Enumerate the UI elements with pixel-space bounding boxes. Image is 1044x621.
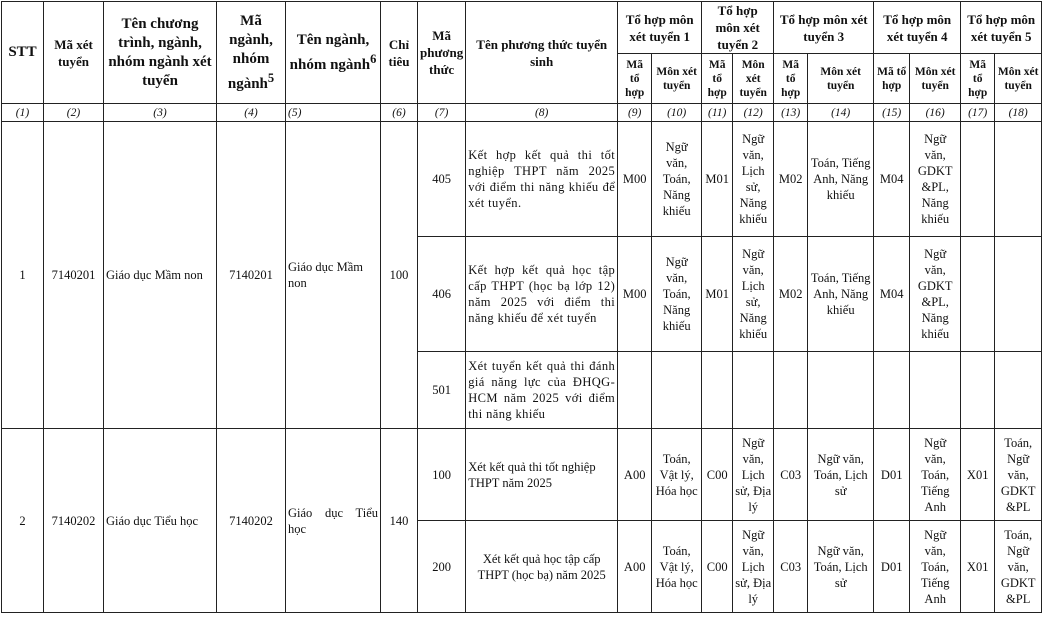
ma-to-hop-cell: M00 xyxy=(618,122,652,237)
column-index-row xyxy=(2,104,1042,122)
mon-xet-tuyen-cell xyxy=(910,352,961,429)
mon-xet-tuyen-cell: Ngữ văn, Lịch sử, Năng khiếu xyxy=(733,122,774,237)
header-chi-tieu: Chỉ tiêu xyxy=(381,2,418,104)
ma-phuong-thuc-cell: 100 xyxy=(418,429,466,521)
ma-to-hop-cell: M02 xyxy=(774,122,808,237)
ma-to-hop-cell: D01 xyxy=(874,429,910,521)
ma-to-hop-cell: C03 xyxy=(774,429,808,521)
ma-to-hop-cell: X01 xyxy=(961,429,995,521)
header-mon-xet-tuyen-1: Môn xét tuyển xyxy=(652,54,702,104)
mon-xet-tuyen-cell: Toán, Ngữ văn, GDKT &PL xyxy=(995,521,1042,613)
ma-phuong-thuc-cell: 406 xyxy=(418,237,466,352)
mon-xet-tuyen-cell: Ngữ văn, Toán, Lịch sử xyxy=(808,429,874,521)
header-ma-nganh-text: Mã ngành, nhóm ngành xyxy=(227,12,273,92)
ten-phuong-thuc-cell: Kết hợp kết quả thi tốt nghiệp THPT năm 2025 với điểm thi năng khiếu để xét tuyển. xyxy=(466,122,618,237)
ma-to-hop-cell: M01 xyxy=(702,122,733,237)
column-index: (14) xyxy=(808,104,874,122)
header-ten-nganh-text: Tên ngành, nhóm ngành xyxy=(289,31,371,73)
mon-xet-tuyen-cell xyxy=(733,352,774,429)
header-to-hop-3: Tổ hợp môn xét tuyển 3 xyxy=(774,2,874,54)
ma-to-hop-cell: C00 xyxy=(702,521,733,613)
column-index: (11) xyxy=(702,104,733,122)
header-ma-to-hop-5: Mã tổ hợp xyxy=(961,54,995,104)
table-body xyxy=(2,104,1042,613)
ma-to-hop-cell xyxy=(702,352,733,429)
mon-xet-tuyen-cell xyxy=(995,352,1042,429)
mon-xet-tuyen-cell xyxy=(808,352,874,429)
mon-xet-tuyen-cell: Toán, Ngữ văn, GDKT &PL xyxy=(995,429,1042,521)
column-index: (17) xyxy=(961,104,995,122)
column-index: (2) xyxy=(44,104,104,122)
header-ma-to-hop-4: Mã tổ hợp xyxy=(874,54,910,104)
ma-phuong-thuc-cell: 405 xyxy=(418,122,466,237)
header-ma-nganh xyxy=(217,2,286,104)
mon-xet-tuyen-cell: Ngữ văn, Toán, Năng khiếu xyxy=(652,237,702,352)
header-mon-xet-tuyen-5: Môn xét tuyển xyxy=(995,54,1042,104)
admissions-table xyxy=(1,1,1042,613)
header-mon-xet-tuyen-2: Môn xét tuyển xyxy=(733,54,774,104)
ma-to-hop-cell: M01 xyxy=(702,237,733,352)
column-index: (10) xyxy=(652,104,702,122)
ma-to-hop-cell: X01 xyxy=(961,521,995,613)
ma-xet-tuyen-cell: 7140202 xyxy=(44,429,104,613)
mon-xet-tuyen-cell xyxy=(995,122,1042,237)
column-index: (15) xyxy=(874,104,910,122)
mon-xet-tuyen-cell xyxy=(995,237,1042,352)
ten-nganh-cell: Giáo dục Tiểu học xyxy=(286,429,381,613)
ma-to-hop-cell xyxy=(961,122,995,237)
stt-cell: 1 xyxy=(2,122,44,429)
ma-xet-tuyen-cell: 7140201 xyxy=(44,122,104,429)
ma-to-hop-cell xyxy=(961,352,995,429)
mon-xet-tuyen-cell: Ngữ văn, Toán, Năng khiếu xyxy=(652,122,702,237)
ten-phuong-thuc-cell: Kết hợp kết quả học tập cấp THPT (học bạ lớp 12) năm 2025 với điểm thi năng khiếu để xét tuyển xyxy=(466,237,618,352)
column-index: (3) xyxy=(104,104,217,122)
header-ma-to-hop-1: Mã tổ hợp xyxy=(618,54,652,104)
ma-to-hop-cell: M04 xyxy=(874,237,910,352)
header-ma-to-hop-2: Mã tổ hợp xyxy=(702,54,733,104)
column-index: (18) xyxy=(995,104,1042,122)
ma-to-hop-cell: D01 xyxy=(874,521,910,613)
column-index: (12) xyxy=(733,104,774,122)
header-ten-chuong-trinh: Tên chương trình, ngành, nhóm ngành xét tuyển xyxy=(104,2,217,104)
ten-nganh-cell: Giáo dục Mầm non xyxy=(286,122,381,429)
ma-phuong-thuc-cell: 200 xyxy=(418,521,466,613)
ma-to-hop-cell: A00 xyxy=(618,429,652,521)
header-ten-nganh xyxy=(286,2,381,104)
mon-xet-tuyen-cell: Toán, Vật lý, Hóa học xyxy=(652,429,702,521)
header-mon-xet-tuyen-4: Môn xét tuyển xyxy=(910,54,961,104)
ma-to-hop-cell: A00 xyxy=(618,521,652,613)
column-index: (4) xyxy=(217,104,286,122)
header-mon-xet-tuyen-3: Môn xét tuyển xyxy=(808,54,874,104)
header-ma-to-hop-3: Mã tổ hợp xyxy=(774,54,808,104)
ma-to-hop-cell xyxy=(961,237,995,352)
chi-tieu-cell: 100 xyxy=(381,122,418,429)
table-row xyxy=(2,122,1042,237)
header-ten-nganh-footnote: 6 xyxy=(370,51,377,66)
ma-to-hop-cell xyxy=(618,352,652,429)
ma-to-hop-cell: C00 xyxy=(702,429,733,521)
mon-xet-tuyen-cell: Ngữ văn, Lịch sử, Địa lý xyxy=(733,429,774,521)
mon-xet-tuyen-cell: Ngữ văn, Toán, Lịch sử xyxy=(808,521,874,613)
mon-xet-tuyen-cell: Ngữ văn, Lịch sử, Năng khiếu xyxy=(733,237,774,352)
ten-chuong-trinh-cell: Giáo dục Mầm non xyxy=(104,122,217,429)
header-to-hop-1: Tổ hợp môn xét tuyển 1 xyxy=(618,2,702,54)
mon-xet-tuyen-cell: Ngữ văn, GDKT &PL, Năng khiếu xyxy=(910,122,961,237)
ma-to-hop-cell: M02 xyxy=(774,237,808,352)
column-index: (9) xyxy=(618,104,652,122)
column-index: (16) xyxy=(910,104,961,122)
header-ma-xet-tuyen: Mã xét tuyển xyxy=(44,2,104,104)
header-ten-phuong-thuc: Tên phương thức tuyển sinh xyxy=(466,2,618,104)
header-to-hop-5: Tổ hợp môn xét tuyển 5 xyxy=(961,2,1042,54)
header-ma-nganh-footnote: 5 xyxy=(267,70,275,85)
stt-cell: 2 xyxy=(2,429,44,613)
mon-xet-tuyen-cell: Ngữ văn, GDKT &PL, Năng khiếu xyxy=(910,237,961,352)
column-index: (5) xyxy=(286,104,381,122)
ma-phuong-thuc-cell: 501 xyxy=(418,352,466,429)
mon-xet-tuyen-cell xyxy=(652,352,702,429)
mon-xet-tuyen-cell: Toán, Vật lý, Hóa học xyxy=(652,521,702,613)
ten-phuong-thuc-cell: Xét tuyển kết quả thi đánh giá năng lực của ĐHQG-HCM năm 2025 với điểm thi năng khiếu xyxy=(466,352,618,429)
header-to-hop-4: Tổ hợp môn xét tuyển 4 xyxy=(874,2,961,54)
header-stt: STT xyxy=(2,2,44,104)
column-index: (6) xyxy=(381,104,418,122)
ma-to-hop-cell xyxy=(774,352,808,429)
table-header xyxy=(2,2,1042,104)
table-row xyxy=(2,429,1042,521)
ma-nganh-cell: 7140202 xyxy=(217,429,286,613)
header-ma-phuong-thuc: Mã phương thức xyxy=(418,2,466,104)
column-index: (8) xyxy=(466,104,618,122)
ma-to-hop-cell: M04 xyxy=(874,122,910,237)
column-index: (13) xyxy=(774,104,808,122)
mon-xet-tuyen-cell: Ngữ văn, Toán, Tiếng Anh xyxy=(910,429,961,521)
mon-xet-tuyen-cell: Toán, Tiếng Anh, Năng khiếu xyxy=(808,122,874,237)
ten-phuong-thuc-cell: Xét kết quả học tập cấp THPT (học bạ) năm 2025 xyxy=(466,521,618,613)
ten-chuong-trinh-cell: Giáo dục Tiểu học xyxy=(104,429,217,613)
mon-xet-tuyen-cell: Ngữ văn, Toán, Tiếng Anh xyxy=(910,521,961,613)
ma-nganh-cell: 7140201 xyxy=(217,122,286,429)
chi-tieu-cell: 140 xyxy=(381,429,418,613)
ma-to-hop-cell: C03 xyxy=(774,521,808,613)
ma-to-hop-cell xyxy=(874,352,910,429)
header-to-hop-2: Tổ hợp môn xét tuyển 2 xyxy=(702,2,774,54)
ten-phuong-thuc-cell: Xét kết quả thi tốt nghiệp THPT năm 2025 xyxy=(466,429,618,521)
column-index: (1) xyxy=(2,104,44,122)
ma-to-hop-cell: M00 xyxy=(618,237,652,352)
mon-xet-tuyen-cell: Toán, Tiếng Anh, Năng khiếu xyxy=(808,237,874,352)
column-index: (7) xyxy=(418,104,466,122)
mon-xet-tuyen-cell: Ngữ văn, Lịch sử, Địa lý xyxy=(733,521,774,613)
